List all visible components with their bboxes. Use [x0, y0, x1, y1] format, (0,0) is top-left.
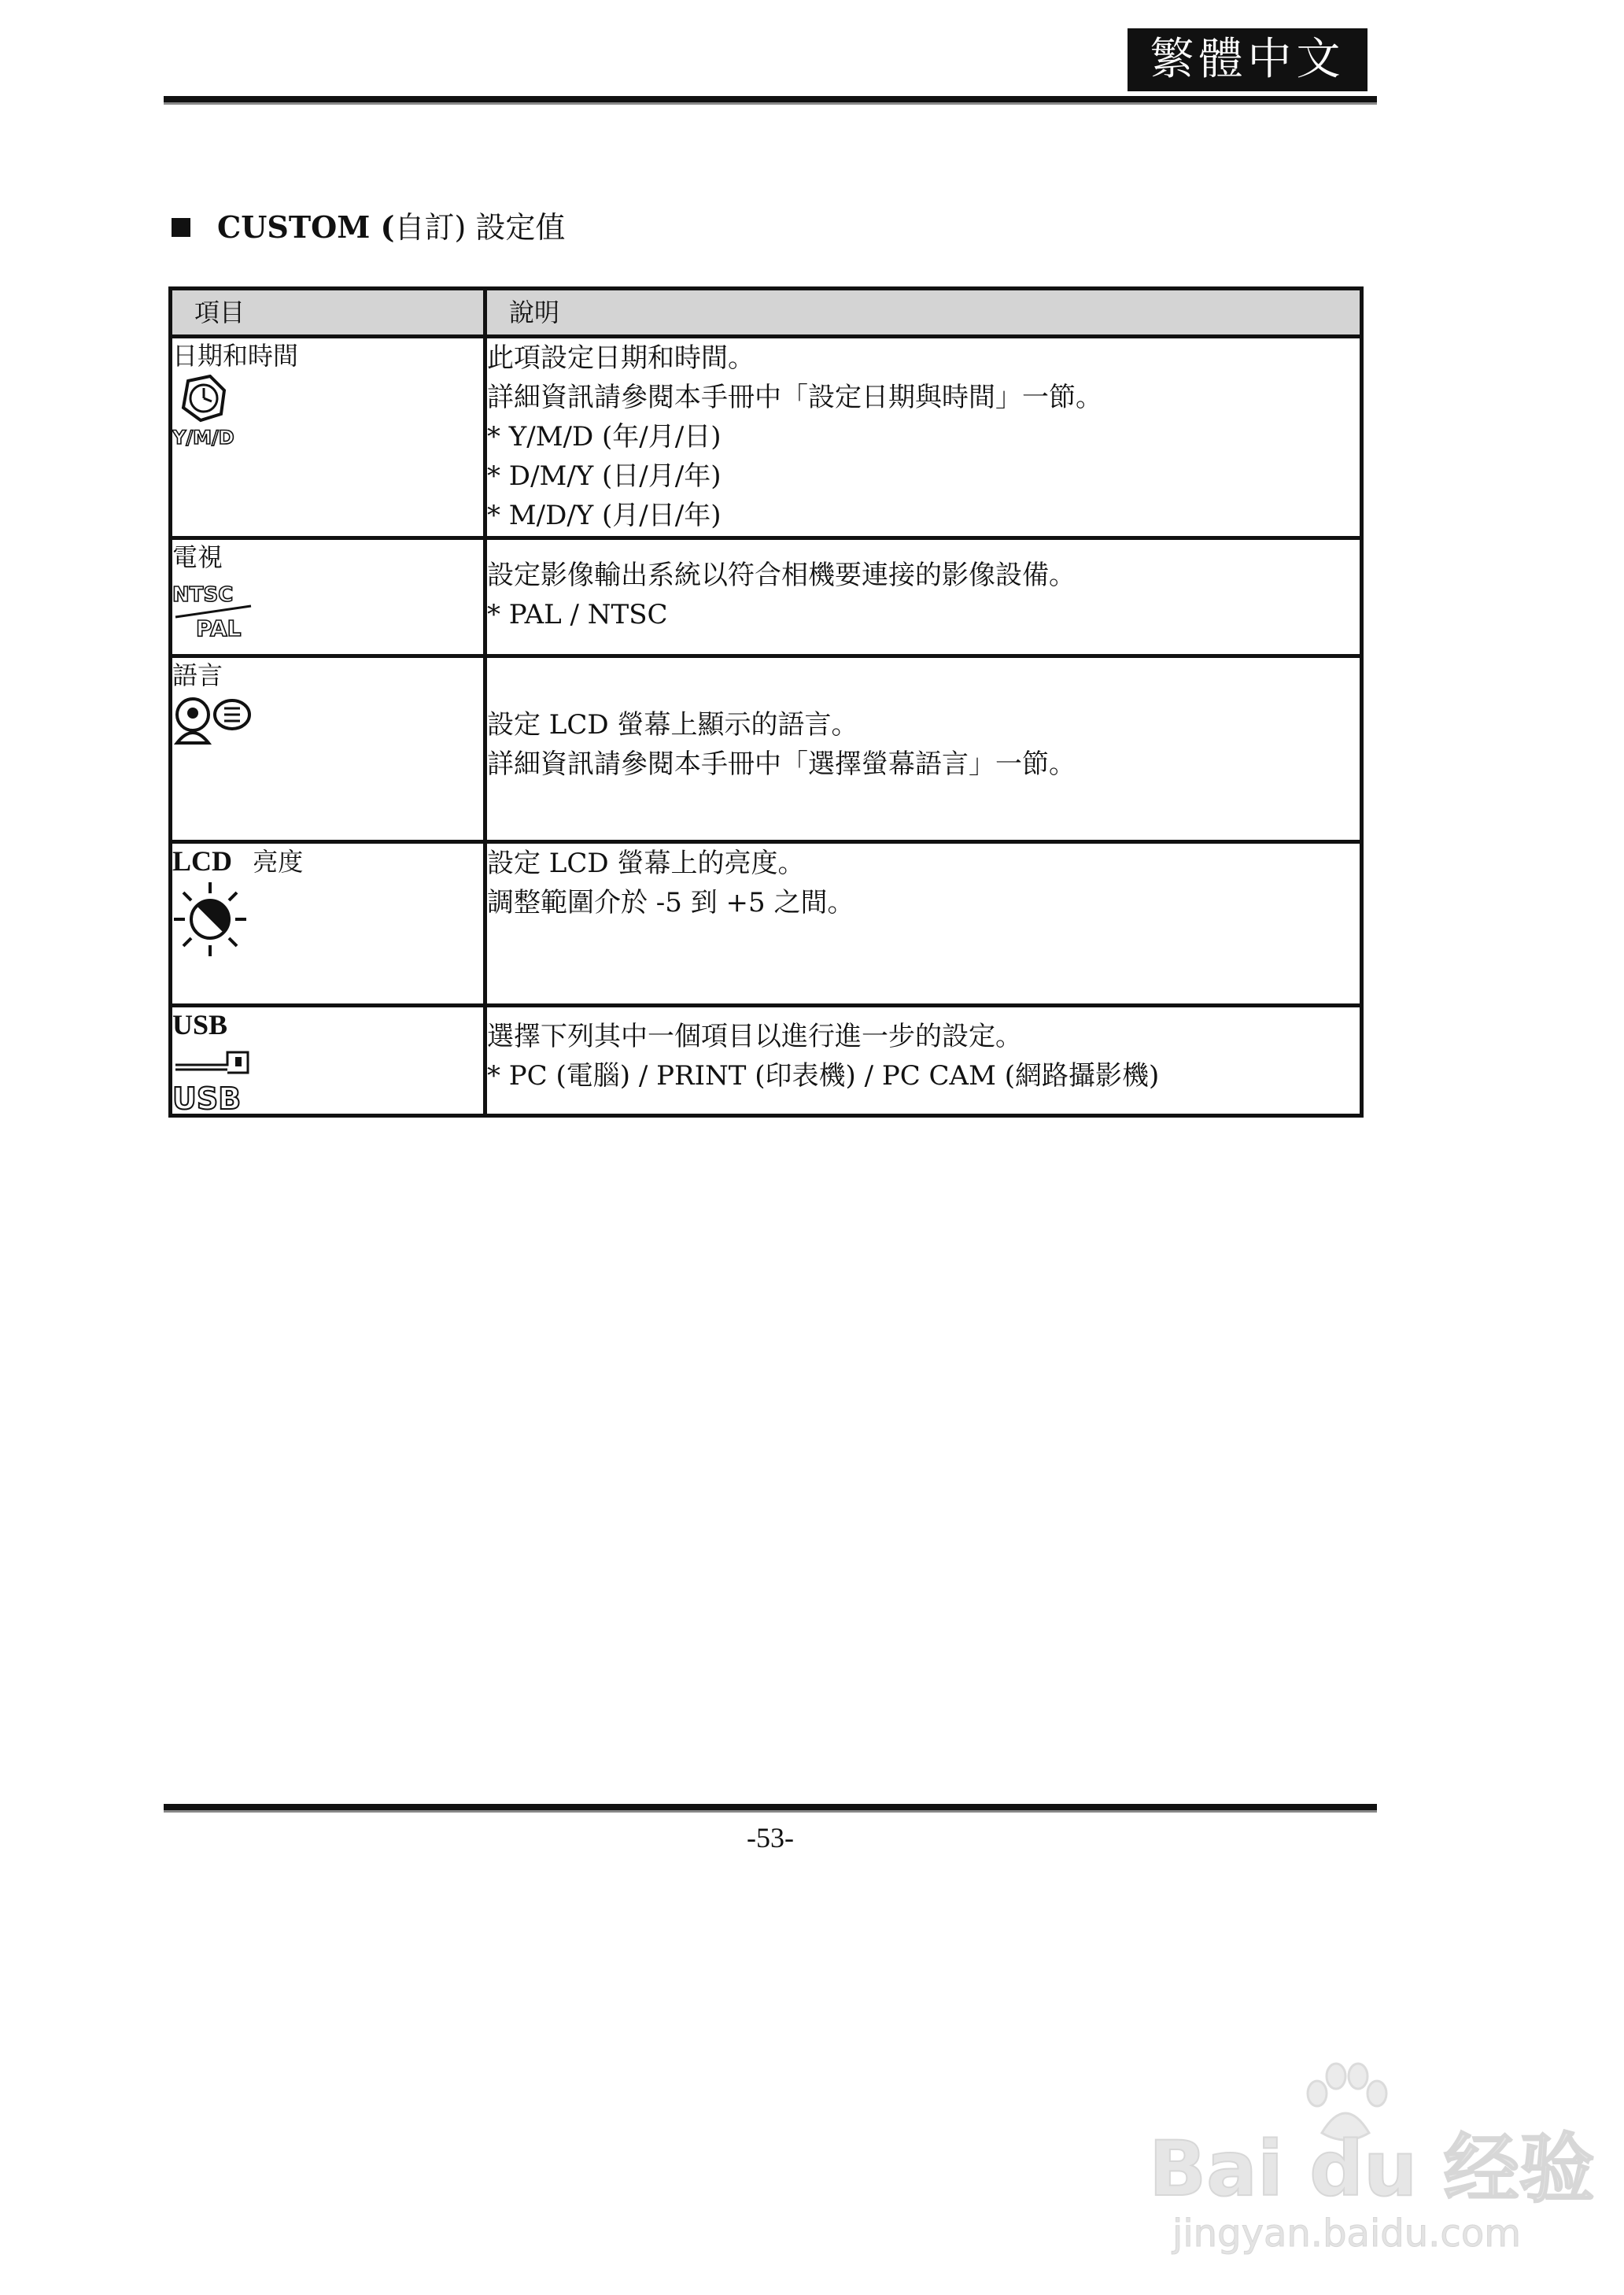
ntsc-pal-icon	[172, 576, 259, 642]
description-line: * M/D/Y (月/日/年)	[487, 500, 722, 531]
description-line: 詳細資訊請參閱本手冊中「選擇螢幕語言」一節。	[487, 748, 1076, 780]
description-line: 選擇下列其中一個項目以進行進一步的設定。	[487, 1021, 1022, 1052]
custom-settings-table	[168, 286, 1364, 1118]
brightness-icon	[172, 881, 259, 958]
header-rule-shadow	[164, 102, 1377, 105]
description-line: * PC (電腦) / PRINT (印表機) / PC CAM (網路攝影機)	[487, 1060, 1160, 1092]
header-item: 項目	[171, 289, 485, 337]
svg-text:Y/M/D: Y/M/D	[172, 427, 234, 449]
description-cell	[485, 538, 1362, 656]
description-line: 設定影像輸出系統以符合相機要連接的影像設備。	[487, 560, 1076, 591]
item-cell	[171, 337, 485, 538]
description-line: 調整範圍介於 -5 到 +5 之間。	[487, 887, 854, 918]
footer-rule	[164, 1804, 1377, 1810]
table-row-date-time	[171, 337, 1362, 538]
watermark-brand: Bai du 经验	[1149, 2125, 1595, 2213]
description-cell	[485, 1006, 1362, 1116]
description-cell	[485, 656, 1362, 842]
item-cell	[171, 538, 485, 656]
header-rule	[164, 96, 1377, 102]
description-line: 設定 LCD 螢幕上顯示的語言。	[487, 709, 858, 741]
item-name: 語言	[172, 660, 223, 690]
description-line: * D/M/Y (日/月/年)	[487, 460, 722, 492]
description-line: * PAL / NTSC	[487, 599, 668, 630]
section-title-bold: CUSTOM (	[217, 209, 395, 245]
table-row-language	[171, 656, 1362, 842]
item-name: 日期和時間	[172, 341, 299, 371]
svg-text:PAL: PAL	[196, 615, 242, 641]
svg-text:USB: USB	[172, 1081, 242, 1114]
description-cell	[485, 842, 1362, 1006]
bullet-square-icon	[172, 218, 190, 237]
item-cell	[171, 1006, 485, 1116]
usb-icon	[172, 1044, 259, 1114]
section-title-rest: 自訂) 設定值	[394, 210, 566, 245]
header-description: 說明	[485, 289, 1362, 337]
language-icon	[172, 694, 259, 746]
item-name-text: 亮度	[253, 847, 304, 877]
baidu-watermark	[1149, 2062, 1595, 2267]
page-number: -53-	[747, 1822, 794, 1853]
description-line: * Y/M/D (年/月/日)	[487, 421, 722, 453]
svg-text:NTSC: NTSC	[172, 583, 234, 607]
item-name	[172, 844, 483, 879]
description-cell	[485, 337, 1362, 538]
item-cell	[171, 656, 485, 842]
table-header-row	[171, 289, 1362, 337]
watermark-url: jingyan.baidu.com	[1172, 2212, 1521, 2256]
clock-ymd-icon	[172, 375, 243, 450]
description-line: 此項設定日期和時間。	[487, 342, 755, 374]
table-row-usb	[171, 1006, 1362, 1116]
item-name: 電視	[172, 542, 223, 572]
language-tab: 繁體中文	[1128, 28, 1367, 91]
description-line: 設定 LCD 螢幕上的亮度。	[487, 848, 805, 879]
item-cell	[171, 842, 485, 1006]
item-name-latin: USB	[172, 1009, 228, 1040]
table-row-tv	[171, 538, 1362, 656]
section-heading	[172, 206, 565, 249]
item-name	[172, 1007, 483, 1043]
footer-rule-shadow	[164, 1810, 1377, 1813]
table-row-lcd-brightness	[171, 842, 1362, 1006]
item-name-latin: LCD	[172, 845, 233, 877]
description-line: 詳細資訊請參閱本手冊中「設定日期與時間」一節。	[487, 382, 1102, 413]
